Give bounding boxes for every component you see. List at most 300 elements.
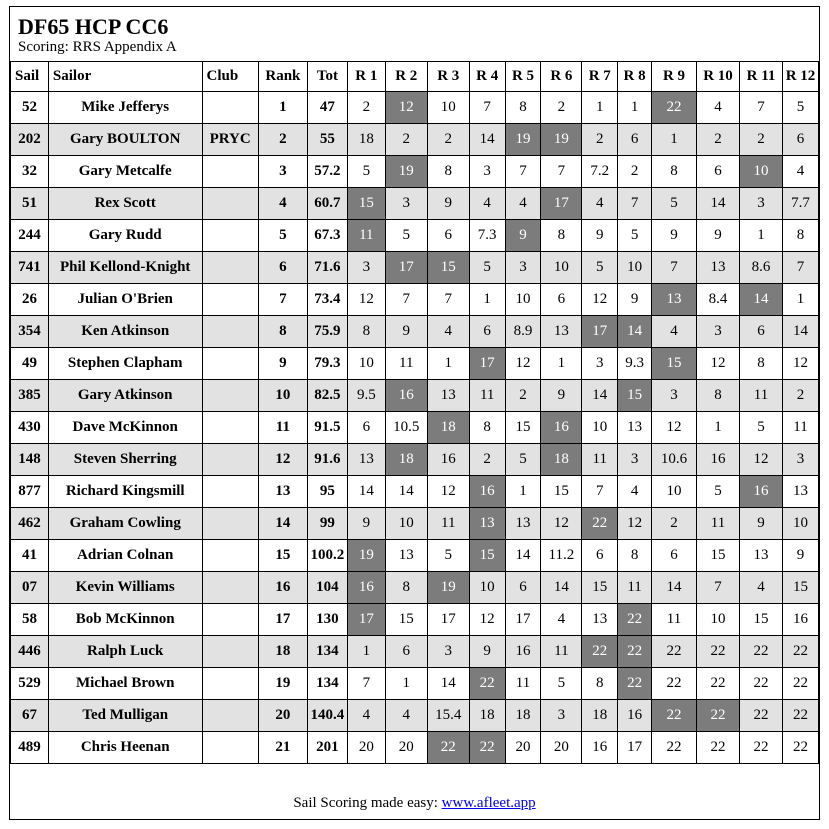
race-score-cell: 4 xyxy=(505,188,541,220)
race-score-cell-dropped: 15 xyxy=(347,188,385,220)
race-score-cell: 8 xyxy=(505,92,541,124)
race-score-cell: 1 xyxy=(505,476,541,508)
total-points-cell: 67.3 xyxy=(307,220,347,252)
race-score-cell: 13 xyxy=(618,412,652,444)
race-score-cell: 14 xyxy=(469,124,505,156)
race-score-cell: 12 xyxy=(582,284,618,316)
race-score-cell: 7 xyxy=(697,572,740,604)
column-header: R 2 xyxy=(385,62,427,92)
race-score-cell: 9 xyxy=(783,540,819,572)
club-cell: PRYC xyxy=(202,124,258,156)
club-cell xyxy=(202,444,258,476)
race-score-cell: 12 xyxy=(469,604,505,636)
race-score-cell: 11 xyxy=(783,412,819,444)
page-title: DF65 HCP CC6 xyxy=(18,14,169,39)
race-score-cell: 4 xyxy=(697,92,740,124)
race-score-cell: 7 xyxy=(740,92,783,124)
sailor-name-cell: Adrian Colnan xyxy=(48,540,202,572)
sailor-name-cell: Graham Cowling xyxy=(48,508,202,540)
race-score-cell: 2 xyxy=(740,124,783,156)
column-header: R 5 xyxy=(505,62,541,92)
table-row xyxy=(11,412,819,444)
rank-cell: 8 xyxy=(258,316,307,348)
race-score-cell: 4 xyxy=(427,316,469,348)
race-score-cell: 15 xyxy=(505,412,541,444)
race-score-cell: 14 xyxy=(347,476,385,508)
race-score-cell: 11 xyxy=(618,572,652,604)
race-score-cell: 10 xyxy=(347,348,385,380)
race-score-cell: 7.7 xyxy=(783,188,819,220)
afleet-link[interactable]: www.afleet.app xyxy=(441,795,536,811)
rank-cell: 1 xyxy=(258,92,307,124)
table-row xyxy=(11,348,819,380)
race-score-cell: 3 xyxy=(651,380,696,412)
total-points-cell: 79.3 xyxy=(307,348,347,380)
table-row xyxy=(11,700,819,732)
race-score-cell-dropped: 16 xyxy=(347,572,385,604)
race-score-cell-dropped: 13 xyxy=(469,508,505,540)
race-score-cell: 6 xyxy=(618,124,652,156)
column-header: R 7 xyxy=(582,62,618,92)
race-score-cell: 18 xyxy=(469,700,505,732)
table-row xyxy=(11,572,819,604)
race-score-cell: 10.5 xyxy=(385,412,427,444)
race-score-cell-dropped: 16 xyxy=(469,476,505,508)
club-cell xyxy=(202,476,258,508)
race-score-cell: 5 xyxy=(651,188,696,220)
race-score-cell: 13 xyxy=(541,316,582,348)
race-score-cell-dropped: 19 xyxy=(347,540,385,572)
sail-number-cell: 41 xyxy=(11,540,49,572)
total-points-cell: 104 xyxy=(307,572,347,604)
race-score-cell: 5 xyxy=(347,156,385,188)
club-cell xyxy=(202,188,258,220)
race-score-cell: 11 xyxy=(541,636,582,668)
sailor-name-cell: Gary Rudd xyxy=(48,220,202,252)
race-score-cell: 14 xyxy=(697,188,740,220)
race-score-cell: 7 xyxy=(618,188,652,220)
column-header: Club xyxy=(202,62,258,92)
race-score-cell: 5 xyxy=(469,252,505,284)
race-score-cell: 9 xyxy=(697,220,740,252)
scoring-system: Scoring: RRS Appendix A xyxy=(18,39,177,55)
race-score-cell: 9 xyxy=(618,284,652,316)
table-row xyxy=(11,540,819,572)
race-score-cell: 15 xyxy=(582,572,618,604)
table-row xyxy=(11,604,819,636)
race-score-cell: 8 xyxy=(697,380,740,412)
table-row xyxy=(11,668,819,700)
sail-number-cell: 446 xyxy=(11,636,49,668)
total-points-cell: 91.6 xyxy=(307,444,347,476)
results-header xyxy=(10,7,819,61)
race-score-cell-dropped: 22 xyxy=(618,668,652,700)
race-score-cell: 14 xyxy=(582,380,618,412)
rank-cell: 9 xyxy=(258,348,307,380)
total-points-cell: 100.2 xyxy=(307,540,347,572)
race-score-cell: 13 xyxy=(385,540,427,572)
race-score-cell: 12 xyxy=(347,284,385,316)
table-row xyxy=(11,732,819,764)
race-score-cell-dropped: 9 xyxy=(505,220,541,252)
race-score-cell: 8 xyxy=(427,156,469,188)
total-points-cell: 134 xyxy=(307,636,347,668)
sail-number-cell: 67 xyxy=(11,700,49,732)
race-score-cell: 3 xyxy=(697,316,740,348)
race-score-cell: 1 xyxy=(740,220,783,252)
race-score-cell: 12 xyxy=(505,348,541,380)
total-points-cell: 130 xyxy=(307,604,347,636)
race-score-cell: 17 xyxy=(505,604,541,636)
race-score-cell: 11.2 xyxy=(541,540,582,572)
sail-number-cell: 385 xyxy=(11,380,49,412)
race-score-cell: 12 xyxy=(783,348,819,380)
sail-number-cell: 877 xyxy=(11,476,49,508)
column-header: R 1 xyxy=(347,62,385,92)
race-score-cell: 7 xyxy=(651,252,696,284)
race-score-cell: 20 xyxy=(385,732,427,764)
race-score-cell: 3 xyxy=(582,348,618,380)
race-score-cell: 11 xyxy=(651,604,696,636)
results-table xyxy=(10,61,819,764)
total-points-cell: 47 xyxy=(307,92,347,124)
race-score-cell: 4 xyxy=(651,316,696,348)
race-score-cell: 8 xyxy=(541,220,582,252)
race-score-cell: 5 xyxy=(427,540,469,572)
sailor-name-cell: Gary BOULTON xyxy=(48,124,202,156)
table-row xyxy=(11,92,819,124)
race-score-cell-dropped: 22 xyxy=(618,636,652,668)
race-score-cell: 22 xyxy=(740,732,783,764)
race-score-cell: 2 xyxy=(783,380,819,412)
race-score-cell: 3 xyxy=(385,188,427,220)
race-score-cell: 14 xyxy=(651,572,696,604)
race-score-cell: 4 xyxy=(740,572,783,604)
race-score-cell: 6 xyxy=(347,412,385,444)
sail-number-cell: 52 xyxy=(11,92,49,124)
race-score-cell: 2 xyxy=(505,380,541,412)
race-score-cell: 13 xyxy=(582,604,618,636)
total-points-cell: 75.9 xyxy=(307,316,347,348)
race-score-cell: 7 xyxy=(385,284,427,316)
race-score-cell: 7 xyxy=(505,156,541,188)
table-row xyxy=(11,188,819,220)
column-header: R 9 xyxy=(651,62,696,92)
race-score-cell: 3 xyxy=(347,252,385,284)
race-score-cell: 15 xyxy=(385,604,427,636)
race-score-cell-dropped: 22 xyxy=(582,508,618,540)
race-score-cell: 5 xyxy=(582,252,618,284)
race-score-cell-dropped: 22 xyxy=(697,700,740,732)
race-score-cell: 22 xyxy=(783,700,819,732)
table-row xyxy=(11,476,819,508)
race-score-cell: 12 xyxy=(651,412,696,444)
race-score-cell: 8 xyxy=(385,572,427,604)
race-score-cell: 4 xyxy=(783,156,819,188)
sail-number-cell: 07 xyxy=(11,572,49,604)
club-cell xyxy=(202,156,258,188)
race-score-cell-dropped: 18 xyxy=(385,444,427,476)
race-score-cell: 14 xyxy=(385,476,427,508)
race-score-cell: 5 xyxy=(697,476,740,508)
race-score-cell: 22 xyxy=(651,636,696,668)
race-score-cell: 4 xyxy=(347,700,385,732)
race-score-cell-dropped: 16 xyxy=(385,380,427,412)
race-score-cell: 6 xyxy=(697,156,740,188)
race-score-cell: 10 xyxy=(783,508,819,540)
rank-cell: 11 xyxy=(258,412,307,444)
race-score-cell: 7 xyxy=(541,156,582,188)
race-score-cell: 4 xyxy=(618,476,652,508)
race-score-cell: 22 xyxy=(740,700,783,732)
race-score-cell-dropped: 17 xyxy=(385,252,427,284)
table-header-row xyxy=(11,62,819,92)
race-score-cell: 9 xyxy=(541,380,582,412)
race-score-cell: 10 xyxy=(697,604,740,636)
total-points-cell: 55 xyxy=(307,124,347,156)
race-score-cell: 5 xyxy=(505,444,541,476)
table-row xyxy=(11,156,819,188)
table-row xyxy=(11,284,819,316)
race-score-cell: 3 xyxy=(541,700,582,732)
race-score-cell: 17 xyxy=(427,604,469,636)
race-score-cell: 4 xyxy=(541,604,582,636)
race-score-cell: 11 xyxy=(469,380,505,412)
race-score-cell: 3 xyxy=(427,636,469,668)
race-score-cell: 2 xyxy=(347,92,385,124)
race-score-cell-dropped: 17 xyxy=(541,188,582,220)
race-score-cell: 5 xyxy=(740,412,783,444)
race-score-cell: 6 xyxy=(783,124,819,156)
rank-cell: 10 xyxy=(258,380,307,412)
total-points-cell: 99 xyxy=(307,508,347,540)
total-points-cell: 134 xyxy=(307,668,347,700)
race-score-cell-dropped: 15 xyxy=(651,348,696,380)
race-score-cell: 7 xyxy=(347,668,385,700)
sailor-name-cell: Chris Heenan xyxy=(48,732,202,764)
race-score-cell: 10 xyxy=(541,252,582,284)
column-header: R 10 xyxy=(697,62,740,92)
column-header: R 8 xyxy=(618,62,652,92)
rank-cell: 16 xyxy=(258,572,307,604)
race-score-cell: 15 xyxy=(541,476,582,508)
sailor-name-cell: Mike Jefferys xyxy=(48,92,202,124)
race-score-cell: 2 xyxy=(385,124,427,156)
race-score-cell: 3 xyxy=(505,252,541,284)
club-cell xyxy=(202,700,258,732)
race-score-cell: 2 xyxy=(582,124,618,156)
sail-number-cell: 32 xyxy=(11,156,49,188)
race-score-cell-dropped: 15 xyxy=(427,252,469,284)
race-score-cell: 22 xyxy=(697,636,740,668)
race-score-cell: 11 xyxy=(740,380,783,412)
sailor-name-cell: Michael Brown xyxy=(48,668,202,700)
race-score-cell: 13 xyxy=(347,444,385,476)
race-score-cell-dropped: 22 xyxy=(651,92,696,124)
race-score-cell: 5 xyxy=(385,220,427,252)
rank-cell: 7 xyxy=(258,284,307,316)
club-cell xyxy=(202,572,258,604)
table-row xyxy=(11,508,819,540)
race-score-cell: 8 xyxy=(740,348,783,380)
race-score-cell-dropped: 18 xyxy=(541,444,582,476)
race-score-cell-dropped: 18 xyxy=(427,412,469,444)
total-points-cell: 73.4 xyxy=(307,284,347,316)
rank-cell: 15 xyxy=(258,540,307,572)
race-score-cell: 6 xyxy=(469,316,505,348)
race-score-cell: 1 xyxy=(582,92,618,124)
club-cell xyxy=(202,348,258,380)
race-score-cell: 10 xyxy=(469,572,505,604)
rank-cell: 2 xyxy=(258,124,307,156)
race-score-cell: 3 xyxy=(469,156,505,188)
sail-number-cell: 26 xyxy=(11,284,49,316)
race-score-cell: 15.4 xyxy=(427,700,469,732)
race-score-cell: 8.9 xyxy=(505,316,541,348)
race-score-cell: 11 xyxy=(582,444,618,476)
race-score-cell-dropped: 15 xyxy=(469,540,505,572)
race-score-cell-dropped: 16 xyxy=(740,476,783,508)
race-score-cell-dropped: 12 xyxy=(385,92,427,124)
total-points-cell: 71.6 xyxy=(307,252,347,284)
race-score-cell: 2 xyxy=(697,124,740,156)
race-score-cell: 12 xyxy=(618,508,652,540)
race-score-cell: 9 xyxy=(651,220,696,252)
race-score-cell: 18 xyxy=(347,124,385,156)
race-score-cell: 7 xyxy=(582,476,618,508)
race-score-cell-dropped: 19 xyxy=(427,572,469,604)
rank-cell: 12 xyxy=(258,444,307,476)
race-score-cell: 12 xyxy=(740,444,783,476)
race-score-cell-dropped: 22 xyxy=(469,668,505,700)
sailor-name-cell: Richard Kingsmill xyxy=(48,476,202,508)
race-score-cell: 13 xyxy=(697,252,740,284)
sail-number-cell: 462 xyxy=(11,508,49,540)
race-score-cell: 4 xyxy=(385,700,427,732)
club-cell xyxy=(202,380,258,412)
column-header: R 4 xyxy=(469,62,505,92)
club-cell xyxy=(202,220,258,252)
race-score-cell-dropped: 15 xyxy=(618,380,652,412)
race-score-cell: 8 xyxy=(469,412,505,444)
race-score-cell: 16 xyxy=(505,636,541,668)
race-score-cell-dropped: 14 xyxy=(618,316,652,348)
race-score-cell: 1 xyxy=(618,92,652,124)
sailor-name-cell: Gary Metcalfe xyxy=(48,156,202,188)
race-score-cell-dropped: 19 xyxy=(541,124,582,156)
race-score-cell-dropped: 16 xyxy=(541,412,582,444)
race-score-cell-dropped: 13 xyxy=(651,284,696,316)
race-score-cell: 12 xyxy=(427,476,469,508)
column-header: Tot xyxy=(307,62,347,92)
race-score-cell: 5 xyxy=(541,668,582,700)
race-score-cell: 9 xyxy=(740,508,783,540)
footer xyxy=(10,787,819,819)
column-header: R 6 xyxy=(541,62,582,92)
race-score-cell: 1 xyxy=(385,668,427,700)
race-score-cell: 15 xyxy=(697,540,740,572)
race-score-cell: 22 xyxy=(651,668,696,700)
race-score-cell: 10.6 xyxy=(651,444,696,476)
race-score-cell: 9 xyxy=(427,188,469,220)
sail-number-cell: 202 xyxy=(11,124,49,156)
rank-cell: 19 xyxy=(258,668,307,700)
sailor-name-cell: Bob McKinnon xyxy=(48,604,202,636)
race-score-cell: 6 xyxy=(385,636,427,668)
race-score-cell-dropped: 22 xyxy=(651,700,696,732)
race-score-cell: 9.5 xyxy=(347,380,385,412)
race-score-cell: 10 xyxy=(582,412,618,444)
table-row xyxy=(11,252,819,284)
race-score-cell: 17 xyxy=(618,732,652,764)
table-row xyxy=(11,380,819,412)
race-score-cell: 5 xyxy=(783,92,819,124)
sailor-name-cell: Ken Atkinson xyxy=(48,316,202,348)
race-score-cell: 11 xyxy=(427,508,469,540)
table-row xyxy=(11,444,819,476)
total-points-cell: 57.2 xyxy=(307,156,347,188)
sailor-name-cell: Ted Mulligan xyxy=(48,700,202,732)
race-score-cell: 13 xyxy=(427,380,469,412)
race-score-cell-dropped: 17 xyxy=(469,348,505,380)
race-score-cell: 16 xyxy=(427,444,469,476)
race-score-cell: 13 xyxy=(783,476,819,508)
footer-text: Sail Scoring made easy: xyxy=(293,795,442,811)
race-score-cell: 16 xyxy=(697,444,740,476)
race-score-cell: 20 xyxy=(541,732,582,764)
club-cell xyxy=(202,636,258,668)
race-score-cell-dropped: 11 xyxy=(347,220,385,252)
total-points-cell: 140.4 xyxy=(307,700,347,732)
race-score-cell: 16 xyxy=(582,732,618,764)
rank-cell: 13 xyxy=(258,476,307,508)
race-score-cell: 11 xyxy=(385,348,427,380)
results-body xyxy=(11,92,819,764)
race-score-cell: 13 xyxy=(505,508,541,540)
race-score-cell-dropped: 22 xyxy=(618,604,652,636)
sail-number-cell: 354 xyxy=(11,316,49,348)
sailor-name-cell: Phil Kellond-Knight xyxy=(48,252,202,284)
column-header: Rank xyxy=(258,62,307,92)
sail-number-cell: 430 xyxy=(11,412,49,444)
race-score-cell-dropped: 19 xyxy=(385,156,427,188)
sailor-name-cell: Dave McKinnon xyxy=(48,412,202,444)
sail-number-cell: 148 xyxy=(11,444,49,476)
race-score-cell: 13 xyxy=(740,540,783,572)
race-score-cell: 16 xyxy=(618,700,652,732)
race-score-cell: 12 xyxy=(697,348,740,380)
race-score-cell: 10 xyxy=(427,92,469,124)
race-score-cell: 22 xyxy=(783,636,819,668)
race-score-cell: 1 xyxy=(541,348,582,380)
race-score-cell: 12 xyxy=(541,508,582,540)
race-score-cell-dropped: 14 xyxy=(740,284,783,316)
table-row xyxy=(11,636,819,668)
race-score-cell-dropped: 17 xyxy=(347,604,385,636)
race-score-cell: 22 xyxy=(651,732,696,764)
race-score-cell: 7.3 xyxy=(469,220,505,252)
race-score-cell: 8 xyxy=(651,156,696,188)
race-score-cell-dropped: 19 xyxy=(505,124,541,156)
race-score-cell: 15 xyxy=(740,604,783,636)
sail-number-cell: 529 xyxy=(11,668,49,700)
race-score-cell: 5 xyxy=(618,220,652,252)
race-score-cell: 1 xyxy=(697,412,740,444)
race-score-cell: 2 xyxy=(469,444,505,476)
race-score-cell: 2 xyxy=(618,156,652,188)
sailor-name-cell: Kevin Williams xyxy=(48,572,202,604)
sailor-name-cell: Steven Sherring xyxy=(48,444,202,476)
